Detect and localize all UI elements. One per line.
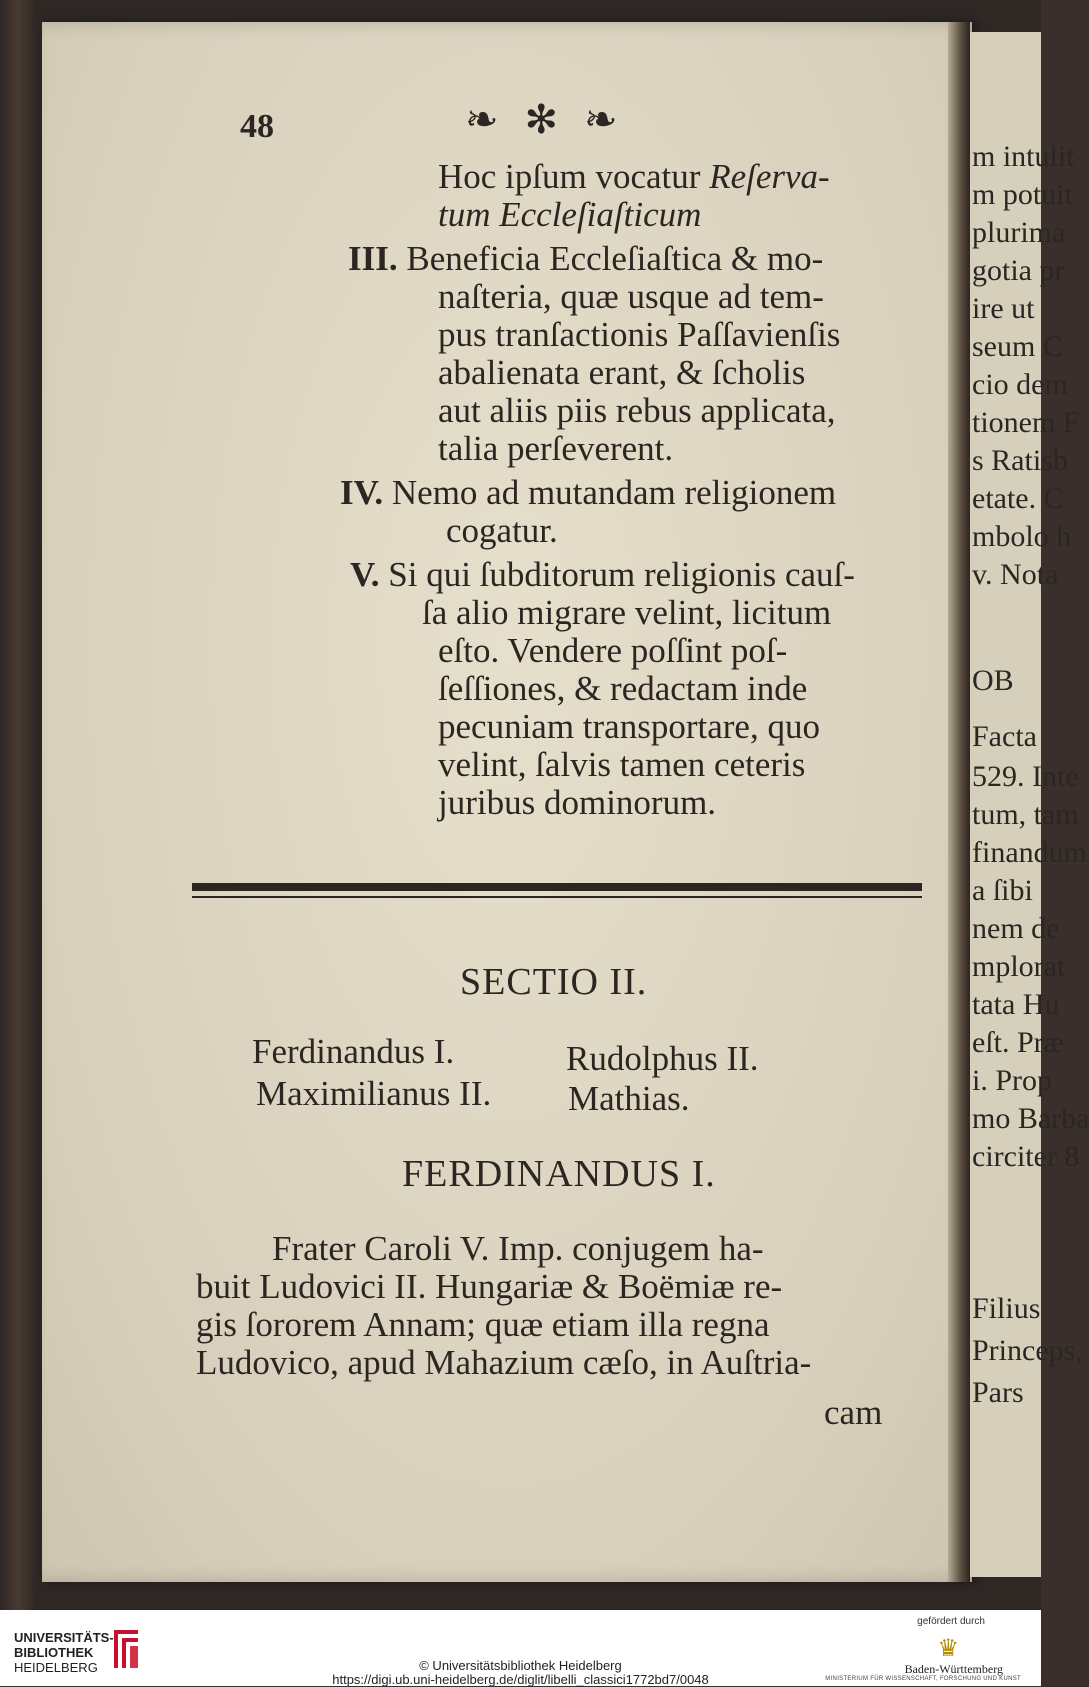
adjacent-page-text: Princeps, bbox=[972, 1334, 1083, 1367]
line-text: ſeſſiones, & redactam inde bbox=[438, 669, 808, 708]
catchword: cam bbox=[824, 1393, 883, 1432]
body-line bbox=[438, 316, 840, 354]
adjacent-page-text: m potuit bbox=[972, 178, 1073, 211]
body-line bbox=[350, 556, 855, 594]
line-text: ſa alio migrare velint, licitum bbox=[422, 593, 832, 632]
line-text: Hoc ipſum vocatur bbox=[438, 157, 710, 196]
viewer-footer bbox=[0, 1610, 1041, 1686]
line-text: velint, ſalvis tamen ceteris bbox=[438, 745, 806, 784]
adjacent-page-text: circiter 8 bbox=[972, 1140, 1080, 1173]
body-line bbox=[438, 784, 716, 822]
adjacent-page-text: gotia pr bbox=[972, 254, 1065, 287]
adjacent-page-text: ire ut bbox=[972, 292, 1035, 325]
line-text: talia perſeverent. bbox=[438, 429, 674, 468]
adjacent-page-text: plurima bbox=[972, 216, 1066, 249]
adjacent-page-text: eſt. Præ bbox=[972, 1026, 1064, 1059]
ruler-3: Maximilianus II. bbox=[256, 1074, 492, 1113]
ruler-1: Ferdinandus I. bbox=[252, 1032, 455, 1071]
section-rule-thick bbox=[192, 883, 922, 891]
italic-text: Reſerva- bbox=[709, 157, 830, 196]
section-rule-thin bbox=[192, 896, 922, 898]
adjacent-page-text: 529. Inte bbox=[972, 760, 1079, 793]
permalink-url[interactable]: https://digi.ub.uni-heidelberg.de/diglit/libelli_classici1772bd7/0048 bbox=[332, 1672, 709, 1687]
line-text: cogatur. bbox=[446, 511, 558, 550]
body-line bbox=[438, 278, 824, 316]
adjacent-page-text: OB bbox=[972, 664, 1014, 697]
line-text: eſto. Vendere poſſint poſ- bbox=[438, 631, 788, 670]
adjacent-page-text: tata Hu bbox=[972, 988, 1060, 1021]
line-text: abalienata erant, & ſcholis bbox=[438, 353, 806, 392]
sponsor-ministry: MINISTERIUM FÜR WISSENSCHAFT, FORSCHUNG UND KUNST bbox=[825, 1676, 1021, 1682]
library-name-line-2: BIBLIOTHEK bbox=[14, 1645, 94, 1660]
state-crest-icon: ♛ bbox=[937, 1635, 959, 1662]
line-text: naſteria, quæ usque ad tem- bbox=[438, 277, 824, 316]
sponsor-name[interactable]: Baden-Württemberg bbox=[904, 1662, 1003, 1676]
body-line bbox=[438, 670, 807, 708]
adjacent-page-text: mplorat bbox=[972, 950, 1066, 983]
ruler-2: Rudolphus II. bbox=[566, 1039, 759, 1078]
body-line bbox=[438, 196, 701, 234]
adjacent-page-text: seum C bbox=[972, 330, 1063, 363]
list-number: III. bbox=[348, 239, 407, 278]
adjacent-page-text: i. Prop bbox=[972, 1064, 1053, 1097]
header-ornament: ❧ ✻ ❧ bbox=[465, 97, 626, 142]
paragraph-line-2: buit Ludovici II. Hungariæ & Boëmiæ re- bbox=[196, 1267, 783, 1306]
body-line bbox=[438, 392, 836, 430]
body-line bbox=[446, 512, 558, 550]
adjacent-page-text: a ſibi bbox=[972, 874, 1033, 907]
ruler-4: Mathias. bbox=[568, 1079, 690, 1118]
body-line bbox=[438, 746, 805, 784]
adjacent-page-text: Facta bbox=[972, 720, 1037, 753]
body-line bbox=[438, 158, 830, 196]
body-line bbox=[340, 474, 836, 512]
adjacent-page-text: s Ratisb bbox=[972, 444, 1068, 477]
body-line bbox=[438, 430, 673, 468]
chapter-title: FERDINANDUS I. bbox=[402, 1153, 716, 1195]
body-line bbox=[438, 632, 787, 670]
body-line bbox=[438, 354, 805, 392]
adjacent-page-text: cio dem bbox=[972, 368, 1068, 401]
sponsor-label: gefördert durch bbox=[917, 1616, 985, 1627]
body-line bbox=[438, 708, 820, 746]
copyright-text: © Universitätsbibliothek Heidelberg bbox=[419, 1658, 622, 1673]
adjacent-page-text: mbolo h bbox=[972, 520, 1072, 553]
adjacent-page-fragment bbox=[970, 32, 1089, 1577]
adjacent-page-text: tum, tam bbox=[972, 798, 1079, 831]
adjacent-page-text: tionem F bbox=[972, 406, 1080, 439]
library-name-line-1: UNIVERSITÄTS- bbox=[14, 1630, 114, 1645]
section-title: SECTIO II. bbox=[460, 961, 648, 1003]
list-number: V. bbox=[350, 555, 389, 594]
paragraph-line-4: Ludovico, apud Mahazium cæſo, in Auſtria- bbox=[196, 1343, 812, 1382]
line-text: Beneficia Eccleſiaſtica & mo- bbox=[406, 239, 824, 278]
line-text: Si qui ſubditorum religionis cauſ- bbox=[388, 555, 855, 594]
paragraph-line-3: gis ſororem Annam; quæ etiam illa regna bbox=[196, 1305, 770, 1344]
line-text: pecuniam transportare, quo bbox=[438, 707, 820, 746]
adjacent-page-text: etate. C bbox=[972, 482, 1064, 515]
line-text: pus tranſactionis Paſſavienſis bbox=[438, 315, 841, 354]
adjacent-page-text: mo Barba bbox=[972, 1102, 1089, 1135]
body-line bbox=[422, 594, 831, 632]
adjacent-page-text: finandum bbox=[972, 836, 1087, 869]
adjacent-page-text: Filius bbox=[972, 1292, 1041, 1325]
adjacent-page-text: v. Nota bbox=[972, 558, 1059, 591]
line-text: aut aliis piis rebus applicata, bbox=[438, 391, 836, 430]
line-text: juribus dominorum. bbox=[438, 783, 717, 822]
italic-text: tum Eccleſiaſticum bbox=[438, 195, 702, 234]
library-name-line-3: HEIDELBERG bbox=[14, 1660, 98, 1675]
page-number: 48 bbox=[240, 108, 274, 145]
adjacent-page-text: m intulit bbox=[972, 140, 1075, 173]
adjacent-page-text: nem de bbox=[972, 912, 1060, 945]
list-number: IV. bbox=[340, 473, 392, 512]
book-gutter bbox=[948, 22, 970, 1582]
line-text: Nemo ad mutandam religionem bbox=[391, 473, 837, 512]
body-line bbox=[348, 240, 823, 278]
adjacent-page-text: Pars bbox=[972, 1376, 1024, 1409]
paragraph-line-1: Frater Caroli V. Imp. conjugem ha- bbox=[272, 1229, 764, 1268]
